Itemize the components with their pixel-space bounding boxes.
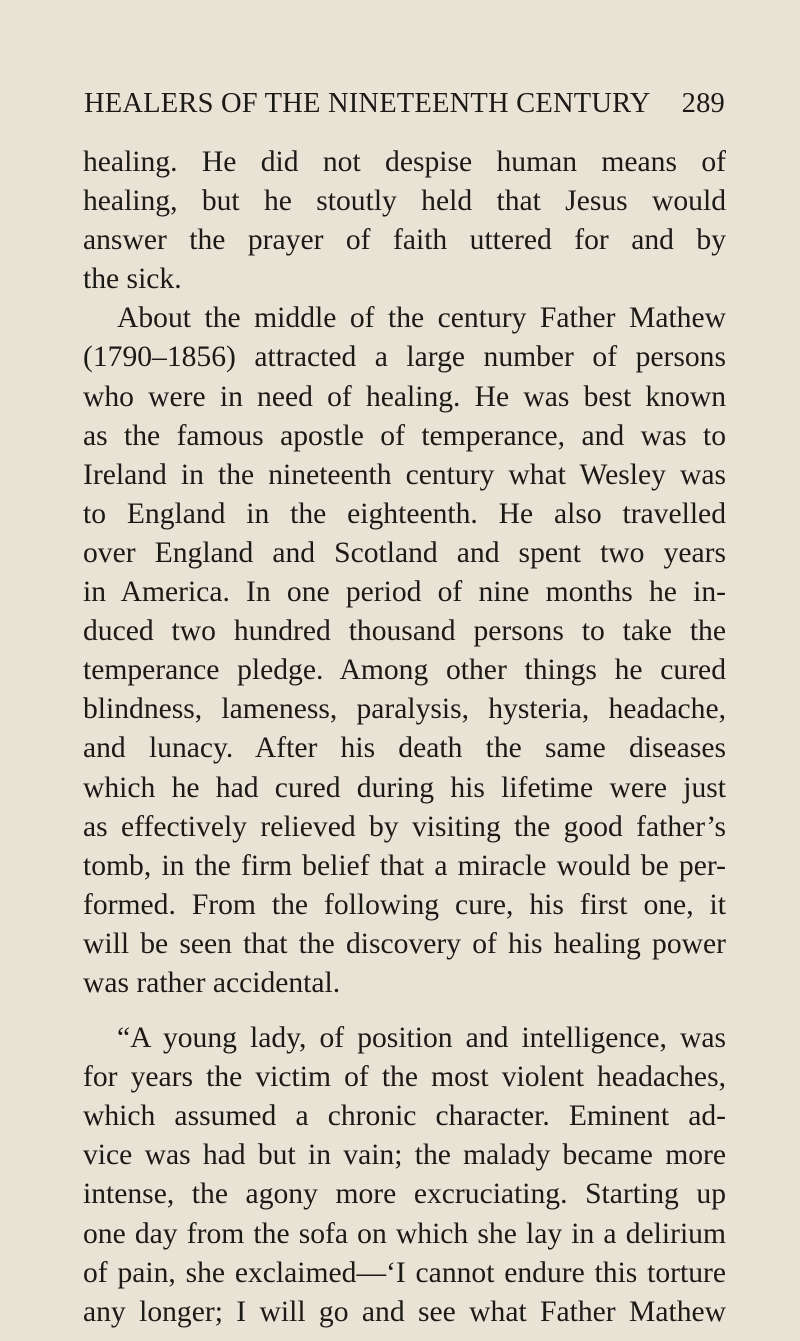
text-line: (1790–1856) attracted a large number of persons	[83, 341, 726, 374]
text-line: over England and Scotland and spent two years	[83, 536, 726, 569]
running-head	[84, 88, 725, 128]
text-line: of pain, she exclaimed—‘I cannot endure this torture	[83, 1256, 726, 1289]
body-text	[83, 143, 726, 1332]
text-line: intense, the agony more excruciating. Starting up	[83, 1178, 726, 1211]
text-line: “A young lady, of position and intelligence, was	[117, 1022, 726, 1055]
text-line: which he had cured during his lifetime were just	[83, 771, 726, 804]
text-line: was rather accidental.	[83, 966, 341, 999]
paragraph-1	[83, 143, 726, 299]
page-number: 289	[681, 88, 725, 119]
text-line: which assumed a chronic character. Eminent ad-	[83, 1100, 726, 1133]
text-line: for years the victim of the most violent headaches,	[83, 1061, 726, 1094]
text-line: About the middle of the century Father Mathew	[117, 302, 726, 335]
text-line: as effectively relieved by visiting the good father’s	[83, 810, 726, 843]
text-line: tomb, in the firm belief that a miracle would be per-	[83, 849, 726, 882]
paragraph-2	[83, 299, 726, 1003]
text-line: Ireland in the nineteenth century what Wesley was	[83, 458, 726, 491]
text-line: duced two hundred thousand persons to take the	[83, 615, 726, 648]
text-line: healing, but he stoutly held that Jesus would	[83, 185, 726, 218]
text-line: formed. From the following cure, his first one, it	[83, 888, 726, 921]
text-line: and lunacy. After his death the same diseases	[83, 732, 726, 765]
text-line: any longer; I will go and see what Father Mathew	[83, 1295, 726, 1328]
text-line: to England in the eighteenth. He also travelled	[83, 497, 726, 530]
text-line: one day from the sofa on which she lay in a delirium	[83, 1217, 726, 1250]
text-line: temperance pledge. Among other things he cured	[83, 654, 726, 687]
paragraph-gap	[83, 1003, 726, 1019]
text-line: the sick.	[83, 263, 182, 296]
paragraph-3	[83, 1019, 726, 1332]
text-line: in America. In one period of nine months he in-	[83, 576, 726, 609]
text-line: as the famous apostle of temperance, and was to	[83, 419, 726, 452]
text-line: blindness, lameness, paralysis, hysteria, headache,	[83, 693, 726, 726]
text-line: who were in need of healing. He was best known	[83, 380, 726, 413]
text-line: healing. He did not despise human means of	[83, 146, 726, 178]
text-line: answer the prayer of faith uttered for and by	[83, 224, 726, 257]
text-line: vice was had but in vain; the malady became more	[83, 1139, 726, 1172]
text-line: will be seen that the discovery of his healing power	[83, 927, 726, 960]
running-head-title: HEALERS OF THE NINETEENTH CENTURY	[84, 88, 651, 119]
